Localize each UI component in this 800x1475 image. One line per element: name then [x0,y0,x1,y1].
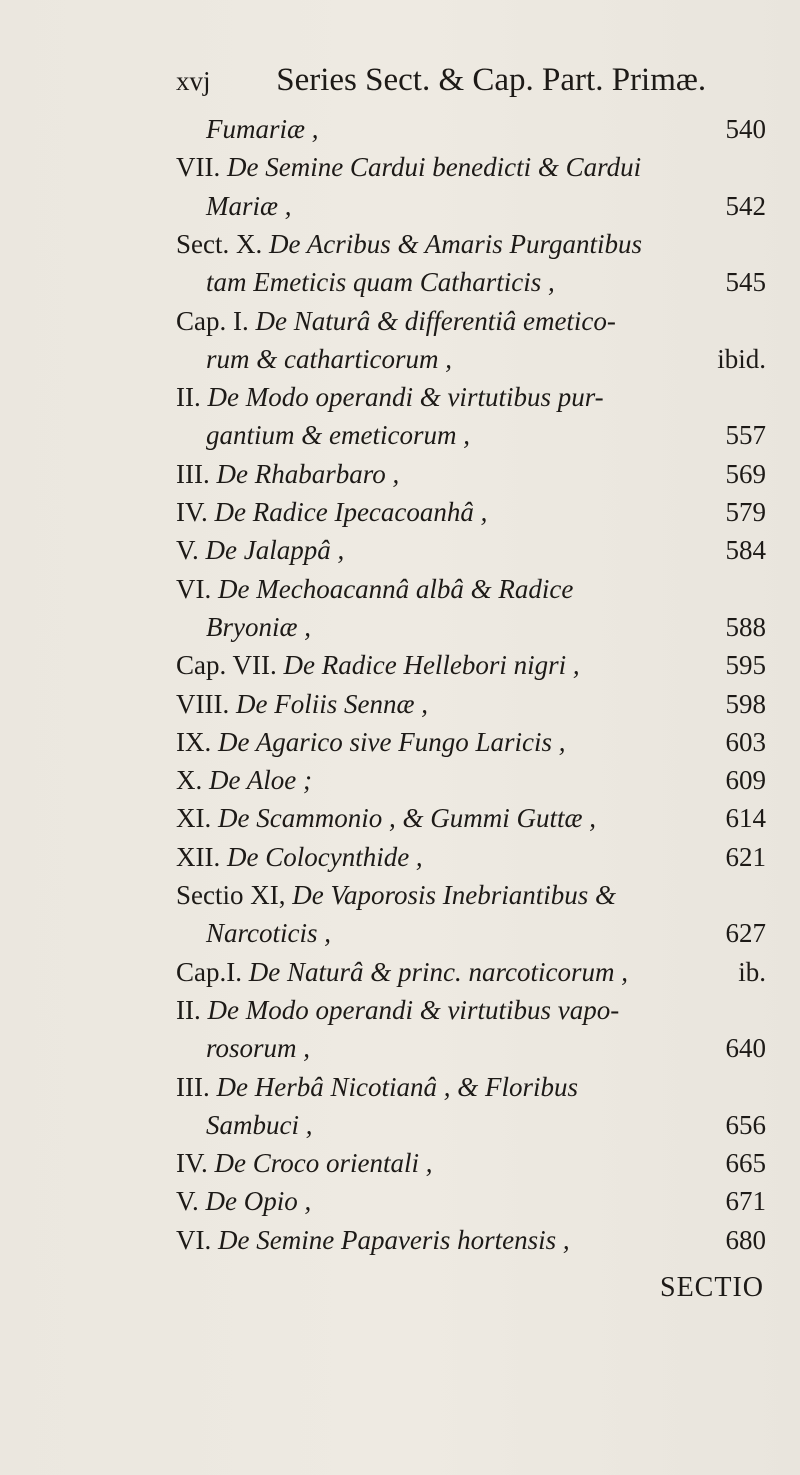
entry-number: II. [176,382,201,412]
entry-title: De Aloe ; [209,765,312,795]
entry-title: De Jalappâ , [205,535,345,565]
entry-title: De Foliis Sennæ , [235,689,428,719]
entry-page: ibid. [717,344,766,374]
entry-title: Sambuci , [206,1110,313,1140]
entry-title: Narcoticis , [206,918,331,948]
entry-number: IX. [176,727,212,757]
toc-entry [176,648,766,682]
entry-page: 598 [725,689,766,719]
toc-entry [176,304,766,338]
entry-number: XI. [176,803,212,833]
entry-page: 542 [725,191,766,221]
entry-number: VI. [176,1225,212,1255]
entry-number: XII. [176,842,221,872]
entry-page: 579 [725,497,766,527]
entry-page: 584 [725,535,766,565]
entry-title: De Acribus & Amaris Purgantibus [268,229,643,259]
toc-entry [176,189,766,223]
entry-title: De Scammonio , & Gummi Guttæ , [218,803,596,833]
entry-number: III. [176,1072,210,1102]
entry-page: 595 [725,650,766,680]
entry-title: De Modo operandi & virtutibus pur- [207,382,604,412]
toc-entry [176,763,766,797]
entry-title: Mariæ , [206,191,292,221]
toc-entry [176,533,766,567]
toc-entry [176,265,766,299]
toc-entry [176,993,766,1027]
entry-title: De Radice Ipecacoanhâ , [214,497,488,527]
entry-title: rum & catharticorum , [206,344,452,374]
toc-entry [176,1108,766,1142]
entry-title: tam Emeticis quam Catharticis , [206,267,555,297]
entry-title: rosorum , [206,1033,311,1063]
entry-page: 540 [725,114,766,144]
entry-number: V. [176,535,199,565]
entry-title: Fumariæ , [206,114,319,144]
toc-entry [176,801,766,835]
entry-page: 680 [725,1225,766,1255]
toc-entry [176,878,766,912]
toc-entry [176,1223,766,1257]
entry-page: 557 [725,420,766,450]
toc-entry [176,380,766,414]
toc-entry [176,687,766,721]
entry-page: 614 [725,803,766,833]
running-header [176,62,766,112]
entry-title: De Modo operandi & virtutibus vapo- [207,995,620,1025]
toc-entry [176,1031,766,1065]
toc-entry [176,418,766,452]
entry-title: De Croco orientali , [214,1148,433,1178]
toc-entry [176,150,766,184]
entry-number: II. [176,995,201,1025]
toc-entry [176,916,766,950]
entry-number: VI. [176,574,212,604]
folio-number: xvj [176,66,211,96]
entry-page: 545 [725,267,766,297]
entry-number: Cap.I. [176,957,242,987]
entry-title: De Colocynthide , [226,842,423,872]
toc-entry [176,112,766,146]
entry-title: De Herbâ Nicotianâ , & Floribus [216,1072,578,1102]
entry-title: De Naturâ & differentiâ emetico- [255,306,616,336]
toc-entry [176,840,766,874]
entry-title: De Mechoacannâ albâ & Radice [218,574,574,604]
entry-page: 588 [725,612,766,642]
entry-page: 671 [725,1186,766,1216]
toc-entry [176,495,766,529]
toc-entry [176,227,766,261]
toc-entry [176,572,766,606]
catchword: SECTIO [660,1272,764,1303]
entry-page: ib. [738,957,766,987]
entry-title: De Radice Hellebori nigri , [283,650,580,680]
entry-page: 656 [725,1110,766,1140]
toc-entry [176,342,766,376]
entry-number: X. [176,765,203,795]
entry-page: 621 [725,842,766,872]
entry-title: gantium & emeticorum , [206,420,470,450]
toc-entry [176,610,766,644]
entry-title: De Semine Papaveris hortensis , [218,1225,570,1255]
entry-title: De Semine Cardui benedicti & Cardui [226,152,642,182]
entry-page: 665 [725,1148,766,1178]
entry-title: Bryoniæ , [206,612,311,642]
entry-title: De Vaporosis Inebriantibus & [292,880,616,910]
entry-number: V. [176,1186,199,1216]
entry-title: De Opio , [205,1186,312,1216]
entry-number: Cap. VII. [176,650,277,680]
entry-number: Sectio XI, [176,880,286,910]
toc-entry [176,955,766,989]
entry-page: 609 [725,765,766,795]
running-title: Series Sect. & Cap. Part. Primæ. [276,62,707,98]
entry-number: Cap. I. [176,306,249,336]
entry-number: VIII. [176,689,230,719]
toc-entry [176,1070,766,1104]
entry-title: De Agarico sive Fungo Laricis , [218,727,566,757]
entry-number: IV. [176,497,208,527]
entry-title: De Rhabarbaro , [216,459,400,489]
entry-title: De Naturâ & princ. narcoticorum , [248,957,628,987]
toc-entry [176,1146,766,1180]
entry-number: VII. [176,152,221,182]
entry-page: 640 [725,1033,766,1063]
entry-number: IV. [176,1148,208,1178]
toc-entry [176,457,766,491]
entry-number: III. [176,459,210,489]
entry-page: 603 [725,727,766,757]
entry-page: 569 [725,459,766,489]
toc-entry [176,725,766,759]
entry-page: 627 [725,918,766,948]
toc-entry [176,1184,766,1218]
entry-number: Sect. X. [176,229,263,259]
